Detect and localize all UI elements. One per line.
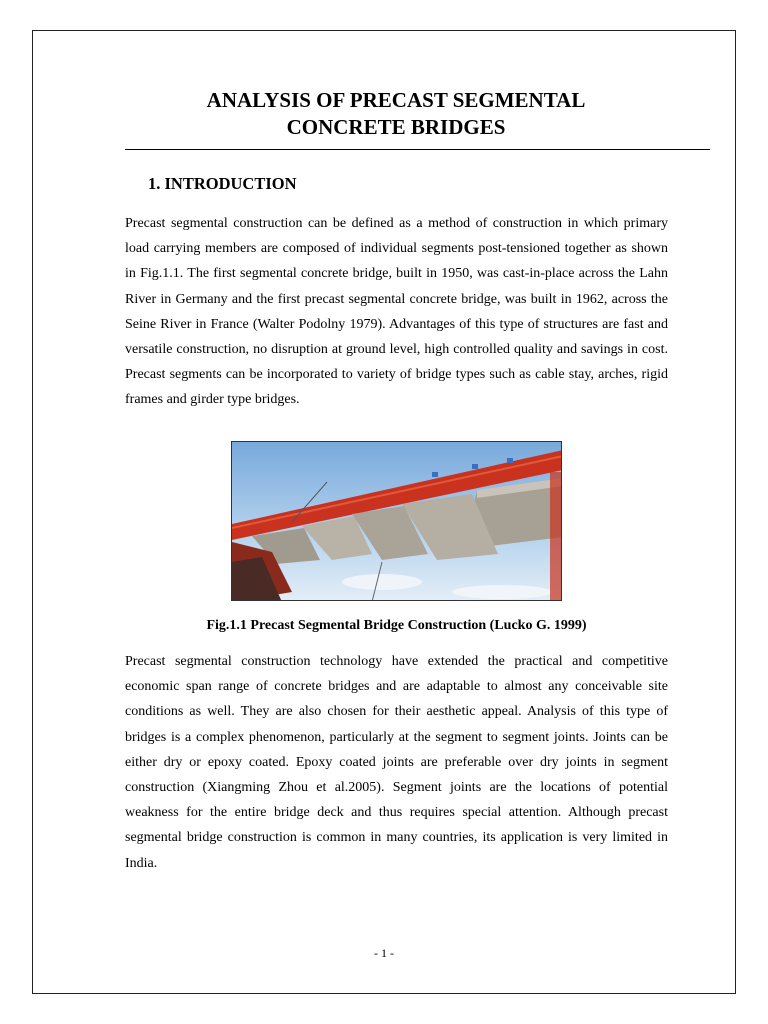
section-heading: 1. INTRODUCTION: [148, 174, 297, 193]
page-number: - 1 -: [374, 946, 394, 960]
title-divider: [125, 149, 710, 150]
cloud: [342, 574, 422, 590]
intro-paragraph-1: Precast segmental construction can be defined as a method of construction in which primary load carrying members are composed of individual segments post-tensioned together as shown in Fig.1.1. The first segmental concrete bridge, built in 1950, was cast-in-place across the Lahn River in Germany and the first precast segmental concrete bridge, was built in 1962, across the Seine River in France (Walter Podolny 1979). Advantages of this type of structures are fast and versatile construction, no disruption at ground level, high controlled quality and savings in cost. Precast segments can be incorporated to variety of bridge types such as cable stay, arches, rigid frames and girder type bridges.: [125, 216, 668, 408]
intro-paragraph-2: Precast segmental construction technology have extended the practical and competitive economic span range of concrete bridges and are adaptable to almost any conceivable site conditions as well. They are also chosen for their aesthetic appeal. Analysis of this type of bridges is a complex phenomenon, particularly at the segment to segment joints. Joints can be either dry or epoxy coated. Epoxy coated joints are preferable over dry joints in segment construction (Xiangming Zhou et al.2005). Segment joints are the locations of potential weakness for the entire bridge deck and thus requires special attention. Although precast segmental bridge construction is common in many countries, its application is very limited in India.: [125, 654, 668, 871]
gantry-detail: [472, 464, 478, 469]
bridge-photo: [231, 441, 562, 601]
gantry-detail: [507, 458, 513, 463]
support-column: [550, 472, 562, 601]
cloud: [452, 585, 552, 599]
title-line-1: ANALYSIS OF PRECAST SEGMENTAL: [206, 88, 586, 112]
page-title: [120, 87, 672, 141]
figure-caption: Fig.1.1 Precast Segmental Bridge Construction (Lucko G. 1999): [206, 618, 587, 633]
bridge-photo-illustration: [232, 442, 562, 601]
title-line-2: CONCRETE BRIDGES: [286, 115, 506, 139]
gantry-detail: [432, 472, 438, 477]
